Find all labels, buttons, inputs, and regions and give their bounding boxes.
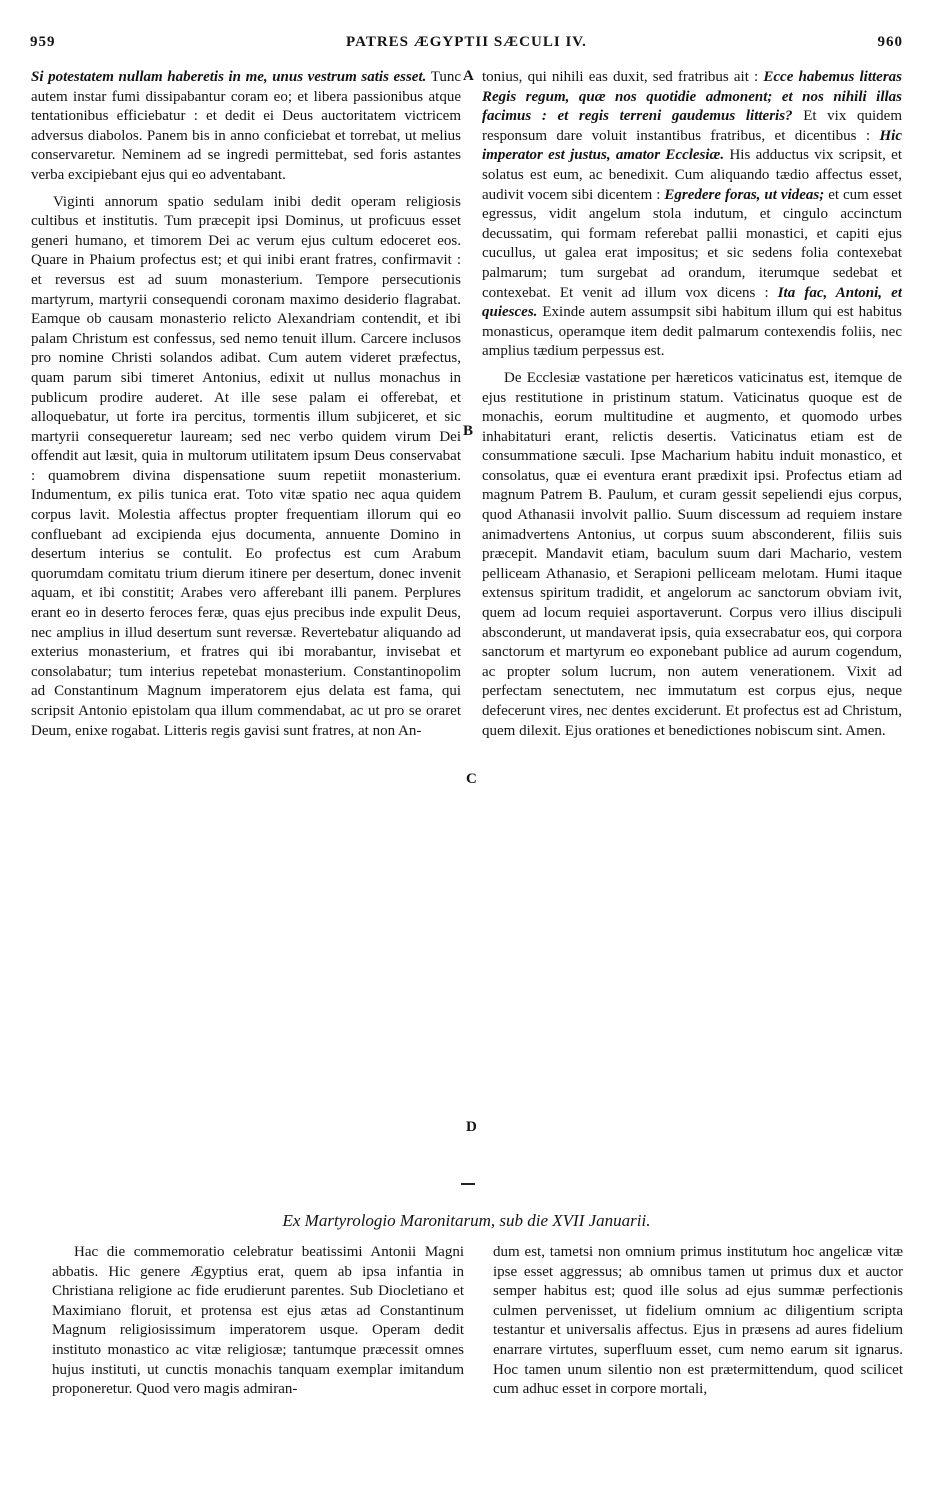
right-paragraph-1: tonius, qui nihili eas duxit, sed fratribus ait : Ecce habemus litteras Regis regum, quæ nos quotidie admonent; et nos nihili illas facimus : et regis terreni gaudemus litteris? Et vix quidem responsum dare voluit instantibus fratribus, et dicentibus : Hic imperator est justus, amator Ecclesiæ. His adductus vix scripsit, et solatus est eum, ac benedixit. Cum aliquando tædio affectus esset, audivit vocem sibi dicentem : Egredere foras, ut videas; et cum esset egressus, vidit angelum stola indutum, et cingulo accinctum decussatim, qui formam referebat pallii monastici, et capiti ejus cucullus, ut galea erat impositus; et sic sedens folia contexebat palmarum; tum surgebat ad orandum, iterumque sedebat et contexebat. Et venit ad illum vox dicens : Ita fac, Antoni, et quiesces. Exinde autem assumpsit sibi habitum illum qui est habitus monasticus, operamque item dedit palmarum contexendis foliis, nec amplius tædium perpessus est. (482, 69, 902, 360)
section-divider (461, 1183, 475, 1185)
left-paragraph-1: Si potestatem nullam haberetis in me, unus vestrum satis esset. Tunc autem instar fumi dissipabantur coram eo; et libera passionibus atque tentationibus efficiebatur : et dedit ei Deus auctoritatem victricem adversus diabolos. Panem bis in anno conficiebat et torrebat, ut melius conservaretur. Neminem ad se ingredi permittebat, sed foris astantes verba excipiebant ejus qui eo adventabant. (31, 69, 461, 183)
running-title: PATRES ÆGYPTII SÆCULI IV. (346, 34, 587, 50)
lower-left-column (52, 1243, 464, 1493)
left-paragraph-2: Viginti annorum spatio sedulam inibi dedit operam religiosis cultibus et institutis. Tum præcepit ipsi Dominus, ut proficuus esset generi humano, et timorem Dei ac verum ejus cultum edoceret eos. Quare in Phaium profectus est; et qui inibi erant fratres, confirmavit : et reversus est ad suum monasterium. Tempore persecutionis martyrum, martyrii consequendi coronam maximo desiderio flagrabat. Eamque ob causam monasterio relicto Alexandriam contendit, et ibi palam Christum est confessus, sed nemo tenuit illum. Carcere inclusos pro nomine Christi solandos adibat. Cum autem videret præfectus, quam parum sibi timeret Antonius, edixit ut nullus monachus in publicum prodire auderet. At ille sese palam ei offerebat, et alloquebatur, ut forte ira percitus, tormentis illum subjiceret, et sic martyrii consequeretur lauream; sed nec verbo quidem virum Dei offendit aut læsit, quia in multorum utilitatem ipsum Deus conservabat : quamobrem divina dispensatione suum repetiit monasterium. Indumentum, ex pilis tunica erat. Toto vitæ spatio nec aqua quidem corpus lavit. Molestia affectus propter frequentiam illorum qui eo confluebant ad excipienda ejus documenta, annuente Domino in desertum interius se contulit. Eo profectus est cum Arabum quorumdam comitatu trium dierum itinere per desertum, donec invenit aquam, et ibi constitit; Arabes vero afferebant illi panem. Perplures erant eo in deserto feroces feræ, quas ejus precibus inde expulit Deus, nec amplius in illud desertum sunt reversæ. Revertebatur aliquando ad exterius monasterium, et fratres qui ibi morabantur, invisebat et consolabatur; tum interius repetebat monasterium. Constantinopolim ad Constantinum Magnum imperatorem ejus delata est fama, qui scripsit Antonio epistolam qua illum commendabat, ac ut pro se oraret Deum, enixe rogabat. Litteris regis gavisi sunt fratres, at non An- (31, 193, 461, 739)
margin-marker-c: C (466, 771, 477, 787)
page-number-right: 960 (877, 34, 903, 50)
right-column (482, 68, 902, 1164)
margin-marker-a: A (463, 68, 474, 84)
page-number-left: 959 (30, 34, 56, 50)
section-title: Ex Martyrologio Maronitarum, sub die XVII Januarii. (282, 1211, 651, 1230)
lower-left-paragraph: Hac die commemoratio celebratur beatissimi Antonii Magni abbatis. Hic genere Ægyptius erat, quem ab ipsa infantia in Christiana religione ac fide erudierunt parentes. Sub Diocletiano et Maximiano floruit, et protensa est ejus ætas ad Constantinum Magnum religiosissimum imperatorem usque. Operam dedit instituto monastico ac vitæ religiosæ; tantumque præcessit omnes hujus instituti, ut cunctis monachis tanquam exemplar imitandum proponeretur. Quod vero magis admiran- (52, 1244, 464, 1398)
lower-right-column (493, 1243, 903, 1493)
right-paragraph-2: De Ecclesiæ vastatione per hæreticos vaticinatus est, itemque de ejus restitutione in pristinum statum. Vaticinatus quoque est de monachis, eorum multitudine et augmento, et quomodo urbes inhabitaturi erant, relictis desertis. Vaticinatus etiam est de consummatione sæculi. Ipse Macharium habitu induit monastico, et consolatus, quæ ei eventura erant prædixit ipsi. Profectus etiam ad magnum Patrem B. Paulum, et curam gessit sepeliendi ejus corpus, quod Athanasii involvit pallio. Suum discessum ad requiem instare animadvertens Antonius, ut corpus suum absconderent, filiis suis præcepit. Mandavit etiam, baculum suum dari Machario, vestem pelliceam Athanasio, et Serapioni pelliceam melotam. Humi itaque extensus spiritum tradidit, et angelorum ac sanctorum obviam ivit, quem ad locum requiei asportaverunt. Corpus vero illius discipuli absconderunt, ut mandaverat ipsis, quia exsecrabatur eos, qui corpora sanctorum et martyrum eo exponebant publice ad aurum cogendum, ac propter solum lucrum, non autem venerationem. Vixit ad perfectam senectutem, nec immutatum est corpus ejus, neque defecerunt vires, nec dentes exciderunt. Et profectus est ad Christum, quem dilexit. Ejus orationes et benedictiones nobiscum sint. Amen. (482, 369, 902, 739)
left-column (31, 68, 461, 1164)
running-header (30, 34, 903, 56)
margin-marker-b: B (463, 423, 474, 439)
margin-marker-d: D (466, 1119, 477, 1135)
lower-right-paragraph: dum est, tametsi non omnium primus institutum hoc angelicæ vitæ ipse esset aggressus; ab omnibus tamen ut primus dux et auctor semper habitus est; quod ille solus ad ejus summæ perfectionis culmen pervenisset, ut fidelium omnium ac diligentium scripta testantur et universalis affectus. Ejus in præsens ad aures fidelium enarrare virtutes, superfluum esset, cum nemo earum sit ignarus. Hoc tamen unum silentio non est prætermittendum, quod scilicet cum adhuc esset in corpore mortali, (493, 1244, 903, 1398)
